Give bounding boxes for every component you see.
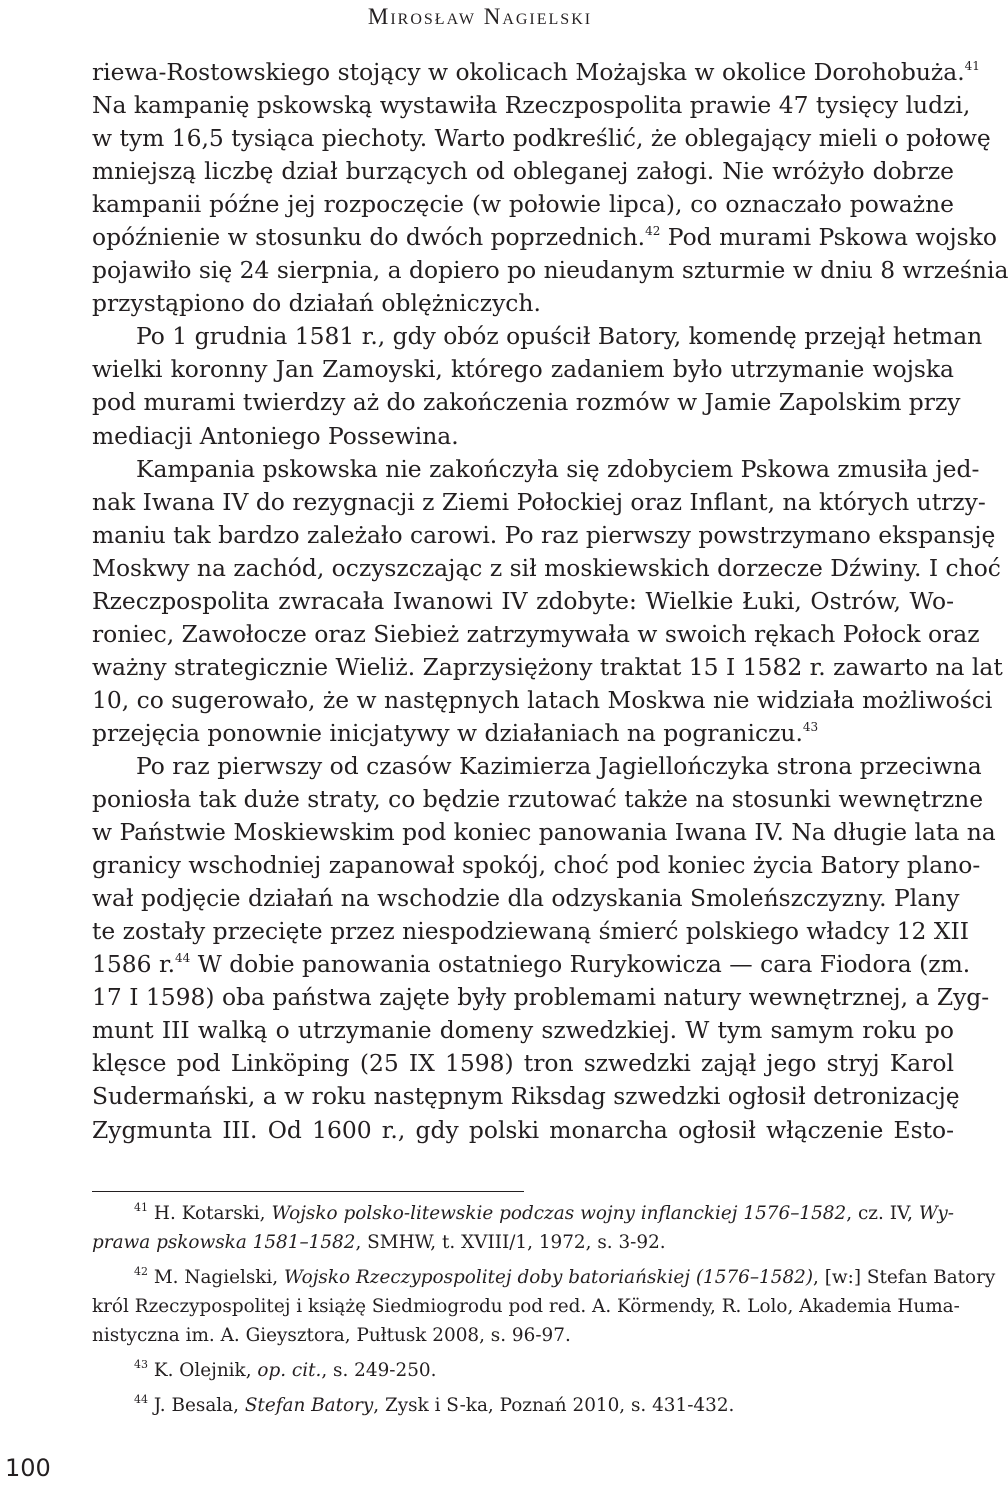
footnote-ref: 44: [175, 951, 191, 966]
text-line: pojawiło się 24 sierpnia, a dopiero po nieudanym szturmie w dniu 8 września: [92, 256, 1008, 285]
footnotes: [92, 1199, 996, 1426]
text-line: w tym 16,5 tysiąca piechoty. Warto podkreślić, że oblegający mieli o połowę: [92, 124, 991, 153]
footnote-42: [92, 1263, 996, 1350]
footnote-ref: 41: [964, 59, 980, 73]
footnote-line: nistyczna im. A. Gieysztora, Pułtusk 2008, s. 96-97.: [92, 1325, 571, 1346]
text-line: przystąpiono do działań oblężniczych.: [92, 289, 541, 318]
text-line: opóźnienie w stosunku do dwóch poprzednich.$^{42}$ Pod murami Pskowa wojsko: [92, 223, 997, 252]
text-line: w Państwie Moskiewskim pod koniec panowania Iwana IV. Na długie lata na: [92, 818, 996, 847]
text-line: pod murami twierdzy aż do zakończenia rozmów w Jamie Zapolskim przy: [92, 388, 961, 417]
footnote-line: król Rzeczypospolitej i książę Siedmiogrodu pod red. A. Körmendy, R. Lolo, Akademia Huma-: [92, 1296, 960, 1317]
text-line: munt III walką o utrzymanie domeny szwedzkiej. W tym samym roku po: [92, 1016, 954, 1045]
text-line: mediacji Antoniego Possewina.: [92, 421, 459, 450]
text-line: Sudermański, a w roku następnym Riksdag szwedzki ogłosił detronizację: [92, 1082, 960, 1111]
footnote-line: $^{44}$ J. Besala, Stefan Batory, Zysk i S-ka, Poznań 2010, s. 431-432.: [134, 1393, 735, 1416]
text-line: kampanii późne jej rozpoczęcie (w połowie lipca), co oznaczało poważne: [92, 190, 954, 219]
footnote-41: [92, 1199, 954, 1257]
text-line: 10, co sugerowało, że w następnych latach Moskwa nie widziała możliwości: [92, 685, 993, 714]
text-line: granicy wschodniej zapanował spokój, choć pod koniec życia Batory plano-: [92, 851, 981, 880]
text-line: Na kampanię pskowską wystawiła Rzeczpospolita prawie 47 tysięcy ludzi,: [92, 91, 971, 120]
footnote-separator: [92, 1191, 524, 1192]
footnote-ref: 42: [645, 224, 661, 239]
text-line: te zostały przecięte przez niespodziewaną śmierć polskiego władcy 12 XII: [92, 917, 970, 946]
footnote-number: 42: [134, 1265, 148, 1278]
footnote-line: $^{42}$ M. Nagielski, Wojsko Rzeczypospolitej doby batoriańskiej (1576–1582), [w:] Stefan Batory: [134, 1265, 996, 1288]
text-line: klęsce pod Linköping (25 IX 1598) tron szwedzki zajął jego stryj Karol: [92, 1049, 954, 1078]
footnote-line: $^{41}$ H. Kotarski, Wojsko polsko-litewskie podczas wojny inflanckiej 1576–1582, cz. IV, Wy-: [134, 1201, 954, 1224]
text-line: ważny strategicznie Wieliż. Zaprzysiężony traktat 15 I 1582 r. zawarto na lat: [92, 652, 1003, 681]
text-line: maniu tak bardzo zależało carowi. Po raz pierwszy powstrzymano ekspansję: [92, 520, 996, 549]
text-line: 17 I 1598) oba państwa zajęte były problemami natury wewnętrznej, a Zyg-: [92, 983, 990, 1012]
text-line: 1586 r.$^{44}$ W dobie panowania ostatniego Rurykowicza — cara Fiodora (zm.: [92, 950, 971, 979]
text-line: riewa-Rostowskiego stojący w okolicach Możajska w okolice Dorohobuża.$^{41}$: [92, 58, 980, 86]
footnote-line: prawa pskowska 1581–1582, SMHW, t. XVIII/1, 1972, s. 3-92.: [92, 1232, 666, 1253]
text-line: Kampania pskowska nie zakończyła się zdobyciem Pskowa zmusiła jed-: [136, 454, 980, 483]
body-text: [92, 56, 1008, 1147]
page-number: 100: [5, 1454, 51, 1482]
footnote-43: [92, 1356, 954, 1385]
text-line: roniec, Zawołocze oraz Siebież zatrzymywała w swoich rękach Połock oraz: [92, 619, 980, 648]
footnote-line: $^{43}$ K. Olejnik, op. cit., s. 249-250.: [134, 1358, 437, 1381]
text-line: Moskwy na zachód, oczyszczając z sił moskiewskich dorzecze Dźwiny. I choć: [92, 553, 1001, 582]
text-line: Po raz pierwszy od czasów Kazimierza Jagiellończyka strona przeciwna: [136, 751, 982, 780]
footnote-44: [92, 1391, 954, 1420]
text-line: Po 1 grudnia 1581 r., gdy obóz opuścił Batory, komendę przejął hetman: [136, 322, 983, 351]
text-line: poniosła tak duże straty, co będzie rzutować także na stosunki wewnętrzne: [92, 785, 984, 814]
text-line: Zygmunta III. Od 1600 r., gdy polski monarcha ogłosił włączenie Esto-: [92, 1115, 954, 1144]
footnote-number: 43: [134, 1358, 148, 1371]
text-line: wielki koronny Jan Zamoyski, którego zadaniem było utrzymanie wojska: [92, 355, 954, 384]
footnote-number: 41: [134, 1201, 148, 1214]
text-line: nak Iwana IV do rezygnacji z Ziemi Połockiej oraz Inflant, na których utrzy-: [92, 487, 986, 516]
text-line: Rzeczpospolita zwracała Iwanowi IV zdobyte: Wielkie Łuki, Ostrów, Wo-: [92, 586, 954, 615]
text-line: mniejszą liczbę dział burzących od obleganej załogi. Nie wróżyło dobrze: [92, 157, 954, 186]
footnote-number: 44: [134, 1393, 148, 1406]
footnote-ref: 43: [802, 719, 819, 734]
text-line: wał podjęcie działań na wschodzie dla odzyskania Smoleńszczyzny. Plany: [92, 884, 960, 913]
text-line: przejęcia ponownie inicjatywy w działaniach na pograniczu.$^{43}$: [92, 718, 819, 747]
running-header: Mirosław Nagielski: [367, 4, 593, 29]
